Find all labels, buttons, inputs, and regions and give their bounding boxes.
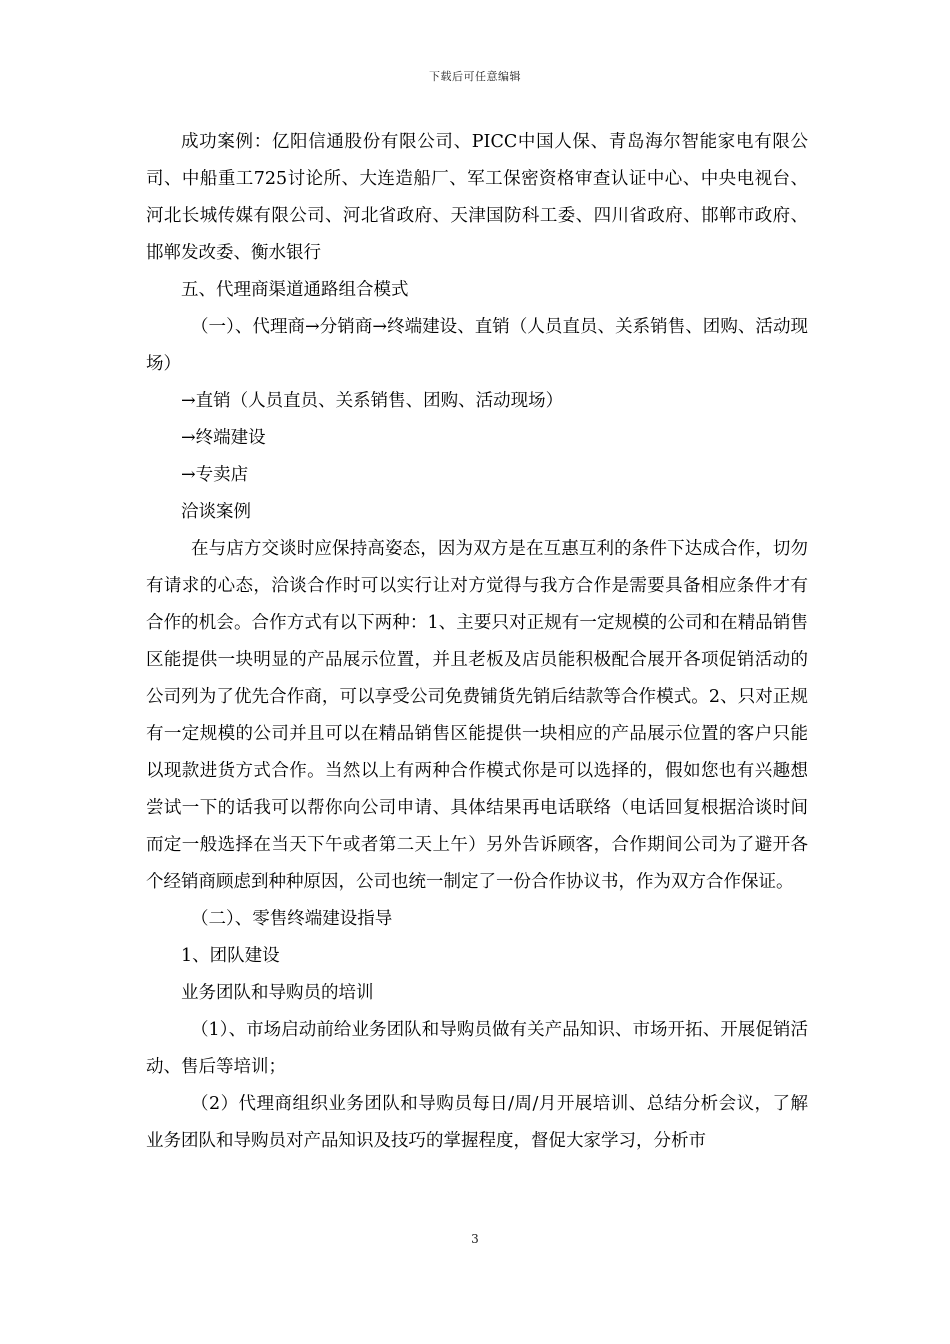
training-item-1: （1）、市场启动前给业务团队和导购员做有关产品知识、市场开拓、开展促销活动、售后等培训； bbox=[146, 1020, 808, 1077]
success-cases-paragraph: 成功案例：亿阳信通股份有限公司、PICC中国人保、青岛海尔智能家电有限公司、中船重工725讨论所、大连造船厂、军工保密资格审查认证中心、中央电视台、河北长城传媒有限公司、河北省政府、天津国防科工委、四川省政府、邯郸市政府、邯郸发改委、衡水银行 bbox=[146, 132, 808, 263]
subsection-heading-retail: （二）、零售终端建设指导 bbox=[191, 909, 393, 929]
arrow-item-direct-sales: →直销（人员直员、关系销售、团购、活动现场） bbox=[181, 391, 564, 411]
team-building-heading: 1、团队建设 bbox=[181, 946, 280, 966]
document-body bbox=[146, 124, 808, 1160]
subsection-heading: （一）、代理商→分销商→终端建设、直销（人员直员、关系销售、团购、活动现场） bbox=[146, 317, 808, 374]
section-heading: 五、代理商渠道通路组合模式 bbox=[181, 280, 409, 300]
negotiation-paragraph: 在与店方交谈时应保持高姿态，因为双方是在互惠互利的条件下达成合作，切勿有请求的心态，洽谈合作时可以实行让对方觉得与我方合作是需要具备相应条件才有合作的机会。合作方式有以下两种：1、主要只对正规有一定规模的公司和在精品销售区能提供一块明显的产品展示位置，并且老板及店员能积极配合展开各项促销活动的公司列为了优先合作商，可以享受公司免费铺货先销后结款等合作模式。2、只对正规有一定规模的公司并且可以在精品销售区能提供一块相应的产品展示位置的客户只能以现款进货方式合作。当然以上有两种合作模式你是可以选择的，假如您也有兴趣想尝试一下的话我可以帮你向公司申请、具体结果再电话联络（电话回复根据洽谈时间而定一般选择在当天下午或者第二天上午）另外告诉顾客，合作期间公司为了避开各个经销商顾虑到种种原因，公司也统一制定了一份合作协议书，作为双方合作保证。 bbox=[146, 539, 808, 892]
arrow-item-store: →专卖店 bbox=[181, 465, 249, 485]
page-number: 3 bbox=[471, 1232, 479, 1246]
arrow-item-terminal: →终端建设 bbox=[181, 428, 266, 448]
training-item-2: （2）代理商组织业务团队和导购员每日/周/月开展培训、总结分析会议，了解业务团队和导购员对产品知识及技巧的掌握程度，督促大家学习，分析市 bbox=[146, 1094, 808, 1151]
page-header: 下载后可任意编辑 bbox=[429, 70, 521, 83]
training-heading: 业务团队和导购员的培训 bbox=[181, 983, 374, 1003]
negotiation-heading: 洽谈案例 bbox=[181, 502, 251, 522]
